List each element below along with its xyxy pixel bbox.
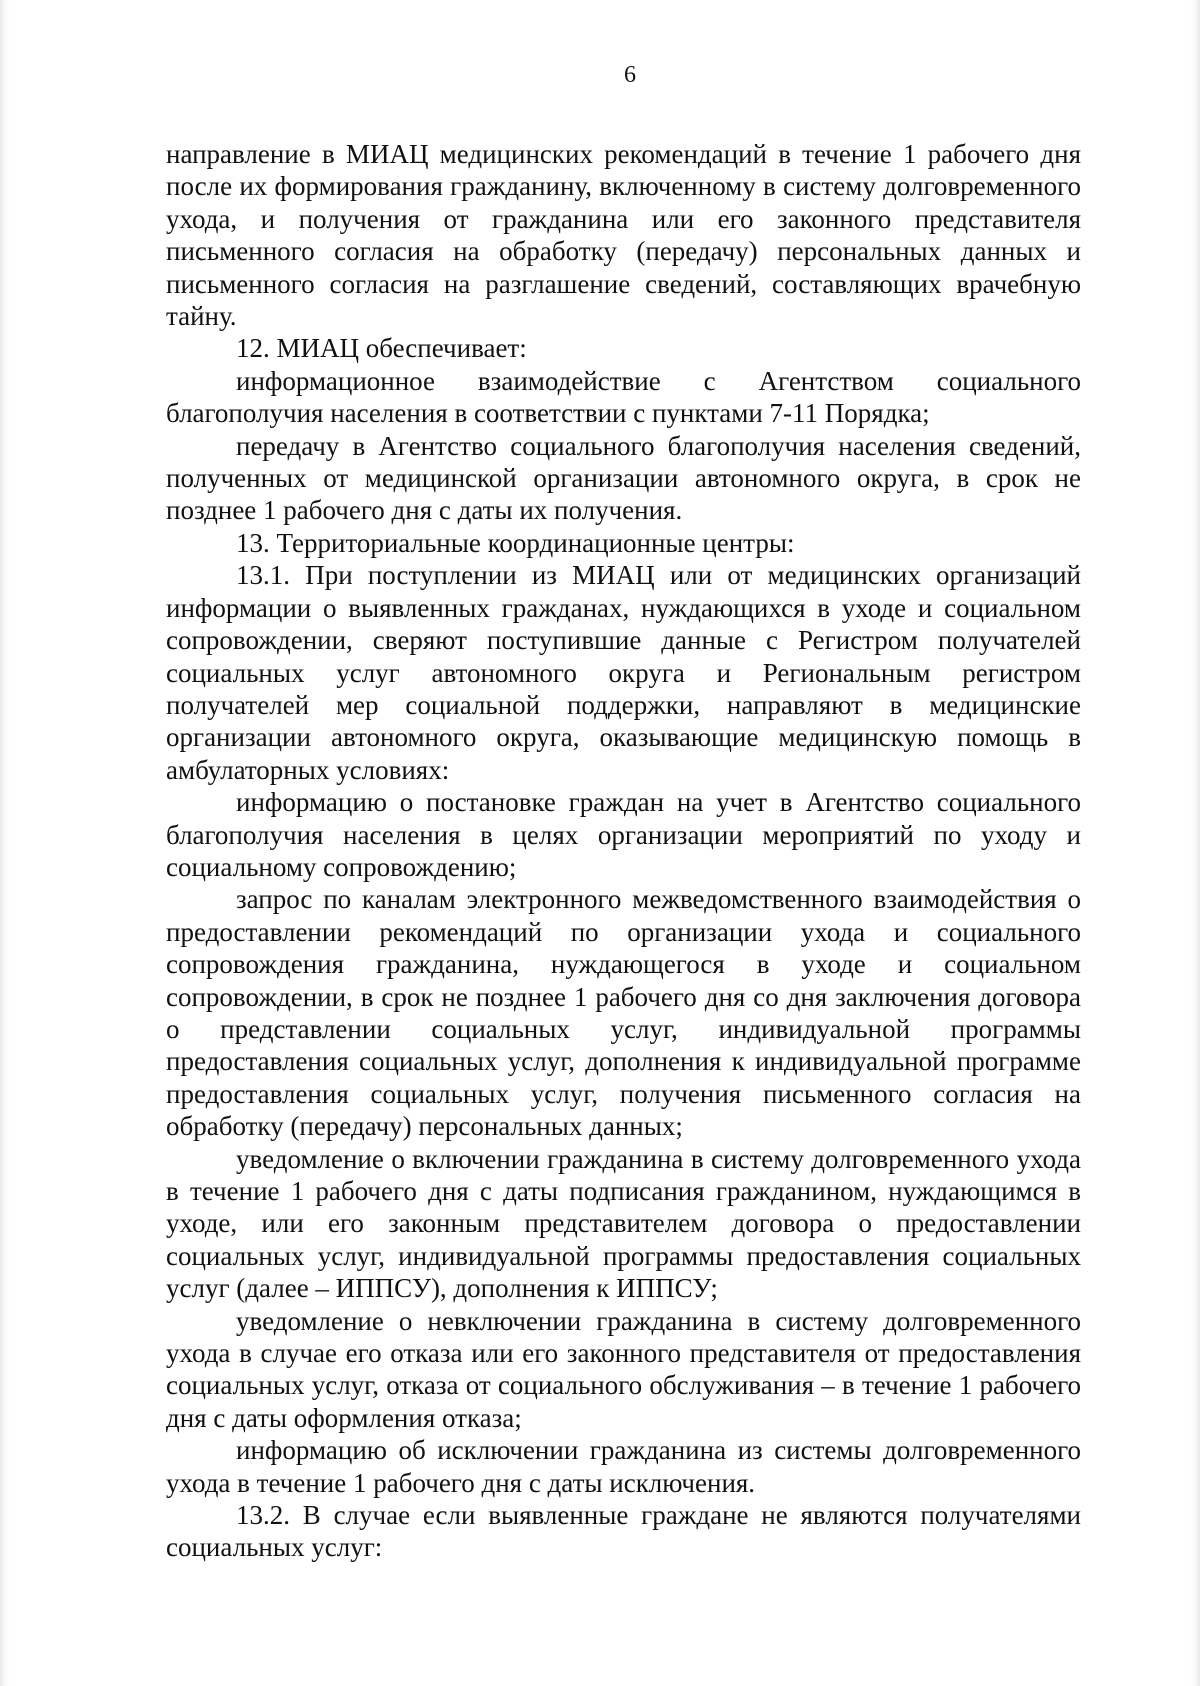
paragraph-registration-info: информацию о постановке граждан на учет в Агентство социального благополучия населения в целях организации мероприятий по уходу и социальному сопровождению; (166, 787, 1081, 882)
paragraph-non-inclusion-notice: уведомление о невключении гражданина в систему долговременного ухода в случае его отказа или его законного представителя от предоставления социальных услуг, отказа от социального обслуживания – в течение 1 рабочего дня с даты оформления отказа; (166, 1305, 1081, 1433)
paragraph-recommendation-request: запрос по каналам электронного межведомственного взаимодействия о предоставлении рекомендаций по организации ухода и социального сопровождения гражданина, нуждающегося в уходе и социальном сопровождении, в срок не позднее 1 рабочего дня со дня заключения договора о представлении социальных услуг, индивидуальной программы предоставления социальных услуг, дополнения к индивидуальной программе предоставления социальных услуг, получения письменного согласия на обработку (передачу) персональных данных; (166, 884, 1081, 1142)
paragraph-item-13-2: 13.2. В случае если выявленные граждане не являются получателями социальных услуг: (166, 1500, 1081, 1563)
paragraph-miac-transfer: передачу в Агентство социального благополучия населения сведений, полученных от медицинской организации автономного округа, в срок не позднее 1 рабочего дня с даты их получения. (166, 430, 1081, 526)
paragraph-item-12: 12. МИАЦ обеспечивает: (236, 333, 527, 364)
page-number: 6 (624, 62, 636, 88)
paragraph-item-13: 13. Территориальные координационные центры: (236, 527, 795, 558)
paragraph-miac-interaction: информационное взаимодействие с Агентством социального благополучия населения в соответствии с пунктами 7-11 Порядка; (166, 365, 1081, 429)
paragraph-item-13-1: 13.1. При поступлении из МИАЦ или от медицинских организаций информации о выявленных гражданах, нуждающихся в уходе и социальном сопровождении, сверяют поступившие данные с Регистром получателей социальных услуг автономного округа и Региональным регистром получателей мер социальной поддержки, направляют в медицинские организации автономного округа, оказывающие медицинскую помощь в амбулаторных условиях: (166, 560, 1081, 785)
document-body (166, 138, 1081, 1564)
paragraph-exclusion-info: информацию об исключении гражданина из системы долговременного ухода в течение 1 рабочего дня с даты исключения. (166, 1435, 1081, 1498)
paragraph-continuation: направление в МИАЦ медицинских рекомендаций в течение 1 рабочего дня после их формирования гражданину, включенному в систему долговременного ухода, и получения от гражданина или его законного представителя письменного согласия на обработку (передачу) персональных данных и письменного согласия на разглашение сведений, составляющих врачебную тайну. (166, 139, 1081, 332)
paragraph-inclusion-notice: уведомление о включении гражданина в систему долговременного ухода в течение 1 рабочего дня с даты подписания гражданином, нуждающимся в уходе, или его законным представителем договора о предоставлении социальных услуг, индивидуальной программы предоставления социальных услуг (далее – ИППСУ), дополнения к ИППСУ; (166, 1143, 1081, 1304)
